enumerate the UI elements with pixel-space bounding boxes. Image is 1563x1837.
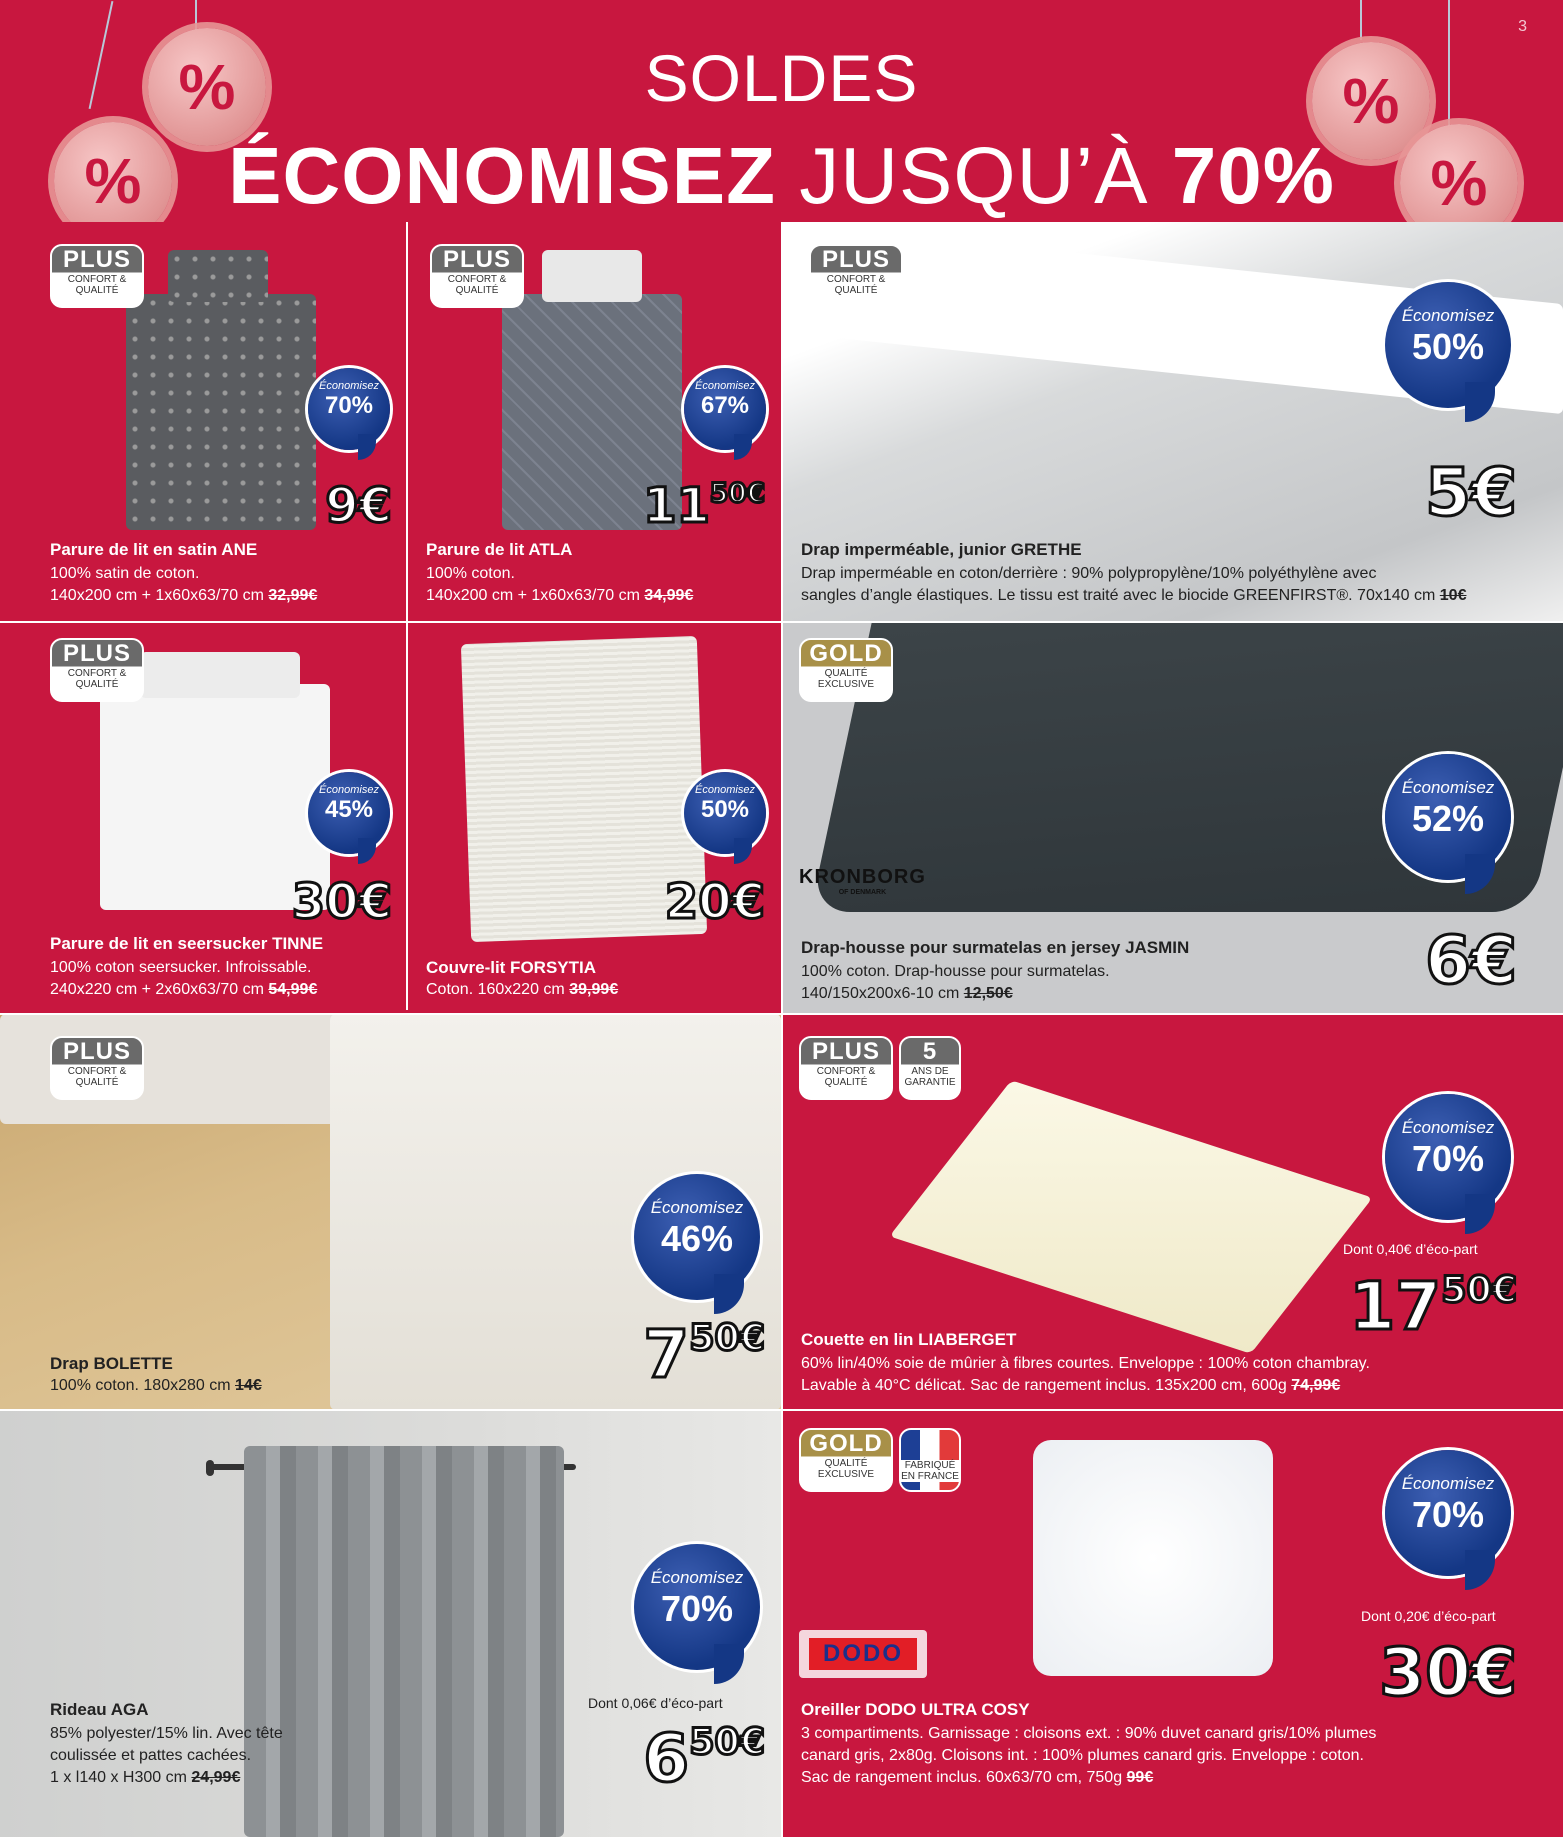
product-card-grethe[interactable] xyxy=(781,222,1563,622)
product-card-tinne[interactable] xyxy=(0,622,406,1014)
product-image xyxy=(1033,1440,1273,1676)
product-name: Parure de lit en satin ANE xyxy=(50,540,258,559)
savings-bubble: Économisez 52% xyxy=(1385,754,1511,880)
old-price: 14€ xyxy=(235,1377,262,1394)
product-desc: 85% polyester/15% lin. Avec tête xyxy=(50,1725,283,1742)
page-number: 3 xyxy=(1518,18,1527,35)
gold-badge: GOLD QUALITÉ EXCLUSIVE xyxy=(799,638,893,702)
product-card-ane[interactable] xyxy=(0,222,406,622)
product-desc: 100% coton. Drap-housse pour surmatelas. xyxy=(801,963,1110,980)
product-name: Drap BOLETTE xyxy=(50,1354,173,1373)
old-price: 54,99€ xyxy=(268,981,318,998)
product-desc: 100% coton. 180x280 cm 14€ xyxy=(50,1377,262,1394)
product-desc: 140x200 cm + 1x60x63/70 cm 34,99€ xyxy=(426,587,694,604)
product-desc: canard gris, 2x80g. Cloisons int. : 100% plumes canard gris. Enveloppe : coton. xyxy=(801,1747,1364,1764)
product-desc: Coton. 160x220 cm 39,99€ xyxy=(426,981,619,998)
product-image xyxy=(889,1080,1372,1353)
product-desc: 140x200 cm + 1x60x63/70 cm 32,99€ xyxy=(50,587,318,604)
divider xyxy=(406,222,408,1010)
divider xyxy=(0,621,1563,623)
product-desc: 3 compartiments. Garnissage : cloisons ext. : 90% duvet canard gris/10% plumes xyxy=(801,1725,1377,1742)
product-image xyxy=(168,250,268,302)
eco-part-note: Dont 0,40€ d’éco-part xyxy=(1343,1241,1478,1257)
price: 20€ xyxy=(664,874,765,930)
product-name: Oreiller DODO ULTRA COSY xyxy=(801,1700,1030,1719)
warranty-badge: 5 ANS DE GARANTIE xyxy=(899,1036,961,1100)
price: 30€ xyxy=(1379,1634,1517,1712)
old-price: 34,99€ xyxy=(644,587,694,604)
product-card-atla[interactable] xyxy=(406,222,781,622)
product-image xyxy=(140,652,300,698)
headline-soldes: SOLDES xyxy=(644,41,919,115)
divider xyxy=(781,222,783,1837)
savings-bubble: Économisez 45% xyxy=(308,772,390,854)
kronborg-logo: KRONBORG OF DENMARK xyxy=(799,866,926,896)
price: 30€ xyxy=(291,874,392,930)
plus-badge: PLUS CONFORT & QUALITÉ xyxy=(50,638,144,702)
old-price: 74,99€ xyxy=(1291,1377,1341,1394)
product-desc: Drap imperméable en coton/derrière : 90% polypropylène/10% polyéthylène avec xyxy=(801,565,1377,582)
dodo-logo: DODO xyxy=(799,1630,927,1678)
product-desc: Sac de rangement inclus. 60x63/70 cm, 750g 99€ xyxy=(801,1769,1154,1786)
product-name: Rideau AGA xyxy=(50,1700,149,1719)
old-price: 99€ xyxy=(1126,1769,1154,1786)
old-price: 24,99€ xyxy=(191,1769,241,1786)
product-card-dodo[interactable] xyxy=(781,1410,1563,1837)
divider xyxy=(0,1013,1563,1015)
product-name: Couvre-lit FORSYTIA xyxy=(426,958,597,977)
price: 9€ xyxy=(325,478,392,534)
eco-part-note: Dont 0,20€ d’éco-part xyxy=(1361,1608,1496,1624)
product-desc: sangles d’angle élastiques. Le tissu est traité avec le biocide GREENFIRST®. 70x140 cm 10€ xyxy=(801,587,1467,604)
savings-bubble: Économisez 50% xyxy=(684,772,766,854)
product-name: Parure de lit ATLA xyxy=(426,540,573,559)
old-price: 12,50€ xyxy=(963,985,1013,1002)
product-card-forsytia[interactable] xyxy=(406,622,781,1014)
product-card-liaberget[interactable] xyxy=(781,1014,1563,1410)
product-image xyxy=(244,1446,564,1837)
page-header xyxy=(0,0,1563,222)
old-price: 39,99€ xyxy=(569,981,619,998)
gold-badge: GOLD QUALITÉ EXCLUSIVE xyxy=(799,1428,893,1492)
product-desc: coulissée et pattes cachées. xyxy=(50,1747,252,1764)
product-desc: 1 x l140 x H300 cm 24,99€ xyxy=(50,1769,241,1786)
product-name: Drap-housse pour surmatelas en jersey JASMIN xyxy=(801,938,1190,957)
old-price: 32,99€ xyxy=(268,587,318,604)
price: 6€ xyxy=(1425,922,1517,1000)
product-image xyxy=(126,294,316,530)
plus-badge: PLUS CONFORT & QUALITÉ xyxy=(799,1036,893,1100)
percent-tag-icon: % xyxy=(148,28,266,146)
plus-badge: PLUS CONFORT & QUALITÉ xyxy=(50,244,144,308)
eco-part-note: Dont 0,06€ d’éco-part xyxy=(588,1695,723,1711)
product-card-aga[interactable] xyxy=(0,1410,781,1837)
divider xyxy=(0,1409,1563,1411)
headline-savings: ÉCONOMISEZ JUSQU’À 70% xyxy=(228,131,1335,220)
tag-string xyxy=(1360,0,1362,40)
price: $17^{50€}$ xyxy=(1349,1268,1517,1346)
product-desc: 60% lin/40% soie de mûrier à fibres courtes. Enveloppe : 100% coton chambray. xyxy=(801,1355,1370,1372)
plus-badge: PLUS CONFORT & QUALITÉ xyxy=(809,244,903,308)
percent-tag-icon: % xyxy=(54,122,172,240)
price: 5€ xyxy=(1425,454,1517,532)
product-name: Parure de lit en seersucker TINNE xyxy=(50,934,324,953)
percent-tag-icon: % xyxy=(1312,42,1430,160)
product-desc: 100% coton seersucker. Infroissable. xyxy=(50,959,312,976)
product-desc: 140/150x200x6-10 cm 12,50€ xyxy=(801,985,1013,1002)
price: $11^{50€}$ xyxy=(643,478,765,534)
product-name: Drap imperméable, junior GRETHE xyxy=(801,540,1082,559)
made-in-france-badge: FABRIQUÉ EN FRANCE xyxy=(899,1428,961,1492)
savings-bubble: Économisez 70% xyxy=(634,1544,760,1670)
product-name: Couette en lin LIABERGET xyxy=(801,1330,1017,1349)
plus-badge: PLUS CONFORT & QUALITÉ xyxy=(430,244,524,308)
price: $6^{50€}$ xyxy=(643,1720,765,1798)
plus-badge: PLUS CONFORT & QUALITÉ xyxy=(50,1036,144,1100)
savings-bubble: Économisez 70% xyxy=(1385,1094,1511,1220)
product-desc: 100% satin de coton. xyxy=(50,565,200,582)
price: $7^{50€}$ xyxy=(643,1316,765,1394)
product-desc: 100% coton. xyxy=(426,565,515,582)
percent-tag-icon: % xyxy=(1400,124,1518,242)
product-card-bolette[interactable] xyxy=(0,1014,781,1410)
savings-bubble: Économisez 70% xyxy=(308,368,390,450)
product-desc: 240x220 cm + 2x60x63/70 cm 54,99€ xyxy=(50,981,318,998)
savings-bubble: Économisez 50% xyxy=(1385,282,1511,408)
product-card-jasmin[interactable] xyxy=(781,622,1563,1014)
product-image xyxy=(542,250,642,302)
old-price: 10€ xyxy=(1439,587,1467,604)
savings-bubble: Économisez 46% xyxy=(634,1174,760,1300)
product-desc: Lavable à 40°C délicat. Sac de rangement inclus. 135x200 cm, 600g 74,99€ xyxy=(801,1377,1341,1394)
savings-bubble: Économisez 67% xyxy=(684,368,766,450)
savings-bubble: Économisez 70% xyxy=(1385,1450,1511,1576)
